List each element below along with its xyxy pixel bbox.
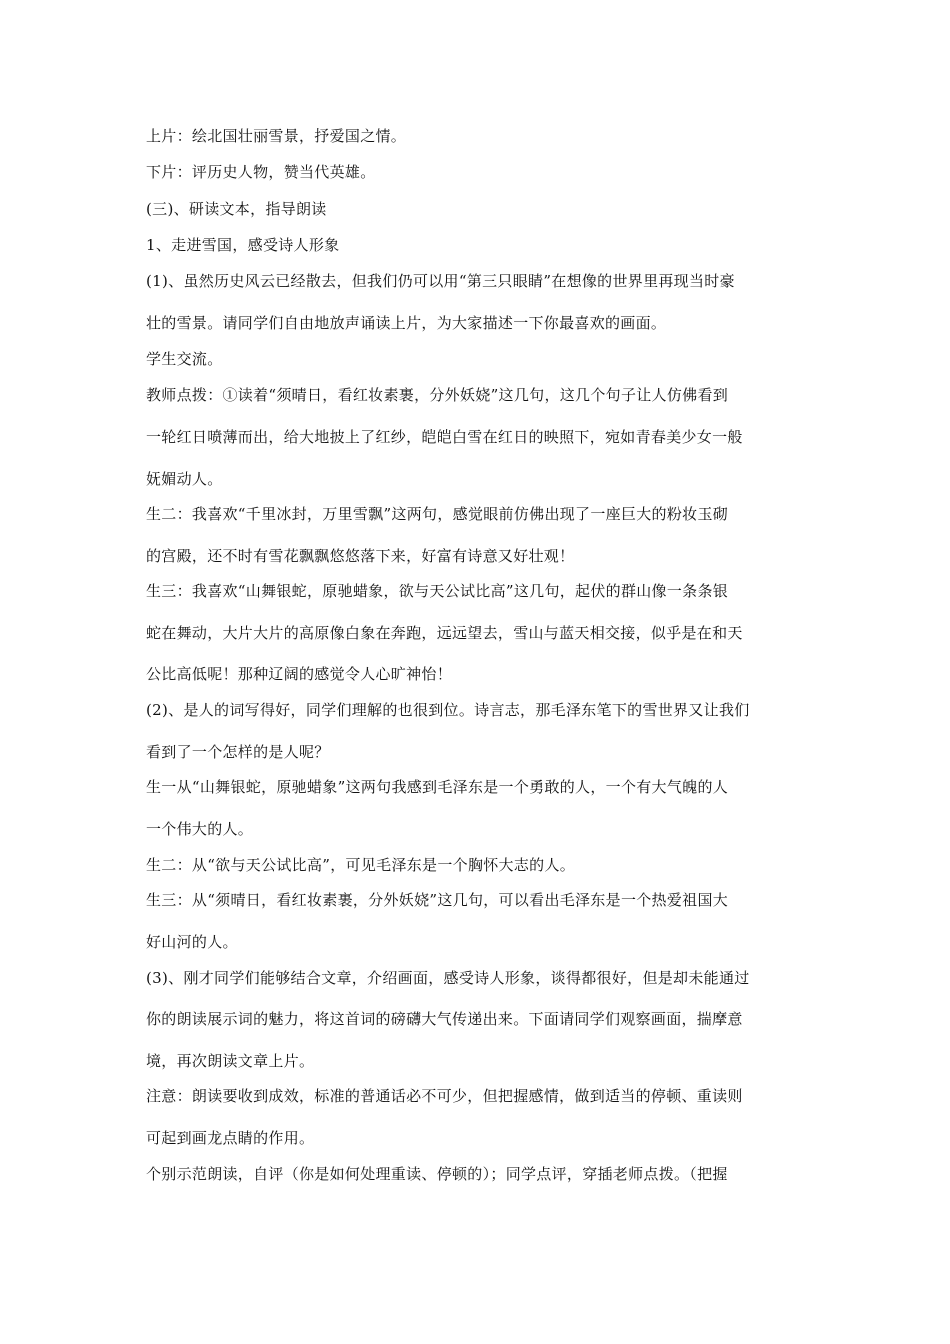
- text-line: 注意：朗读要收到成效，标准的普通话必不可少，但把握感情，做到适当的停顿、重读则: [146, 1087, 743, 1105]
- section-heading: (三)、研读文本，指导朗读: [146, 200, 327, 218]
- text-line: 个别示范朗读，自评（你是如何处理重读、停顿的）；同学点评，穿插老师点拨。（把握: [146, 1165, 728, 1183]
- text-line: 壮的雪景。请同学们自由地放声诵读上片，为大家描述一下你最喜欢的画面。: [146, 314, 667, 332]
- subsection-heading: 1、走进雪国，感受诗人形象: [146, 236, 340, 254]
- text-line: 生二：从“欲与天公试比高”，可见毛泽东是一个胸怀大志的人。: [146, 856, 576, 874]
- text-line: (1)、虽然历史风云已经散去，但我们仍可以用“第三只眼睛”在想像的世界里再现当时豪: [146, 272, 735, 290]
- text-line: 生一从“山舞银蛇，原驰蜡象”这两句我感到毛泽东是一个勇敢的人，一个有大气魄的人: [146, 778, 729, 796]
- text-line: 境，再次朗读文章上片。: [146, 1052, 315, 1070]
- text-line: 一个伟大的人。: [146, 820, 254, 838]
- text-line: 蛇在舞动，大片大片的高原像白象在奔跑，远远望去，雪山与蓝天相交接，似乎是在和天: [146, 624, 743, 642]
- text-line: 生二：我喜欢“千里冰封，万里雪飘”这两句，感觉眼前仿佛出现了一座巨大的粉妆玉砌: [146, 505, 729, 523]
- text-line: 看到了一个怎样的是人呢？: [146, 743, 330, 761]
- text-line: 一轮红日喷薄而出，给大地披上了红纱，皑皑白雪在红日的映照下，宛如青春美少女一般: [146, 428, 743, 446]
- text-line: 教师点拨：①读着“须晴日，看红妆素裹，分外妖娆”这几句，这几个句子让人仿佛看到: [146, 386, 729, 404]
- text-line: 生三：从“须晴日，看红妆素裹，分外妖娆”这几句，可以看出毛泽东是一个热爱祖国大: [146, 891, 729, 909]
- text-line: 上片：绘北国壮丽雪景，抒爱国之情。: [146, 127, 407, 145]
- text-line: 生三：我喜欢“山舞银蛇，原驰蜡象，欲与天公试比高”这几句，起伏的群山像一条条银: [146, 582, 729, 600]
- text-line: (2)、是人的词写得好，同学们理解的也很到位。诗言志，那毛泽东笔下的雪世界又让我们: [146, 701, 750, 719]
- text-line: 下片：评历史人物，赞当代英雄。: [146, 163, 376, 181]
- text-line: 可起到画龙点睛的作用。: [146, 1129, 315, 1147]
- text-line: 好山河的人。: [146, 933, 238, 951]
- text-line: (3)、刚才同学们能够结合文章，介绍画面，感受诗人形象，谈得都很好，但是却未能通过: [146, 969, 750, 987]
- text-line: 的宫殿，还不时有雪花飘飘悠悠落下来，好富有诗意又好壮观！: [146, 547, 575, 565]
- text-line: 你的朗读展示词的魅力，将这首词的磅礴大气传递出来。下面请同学们观察画面，揣摩意: [146, 1010, 743, 1028]
- text-line: 妩媚动人。: [146, 470, 223, 488]
- text-line: 学生交流。: [146, 350, 223, 368]
- text-line: 公比高低呢！那种辽阔的感觉令人心旷神怡！: [146, 665, 453, 683]
